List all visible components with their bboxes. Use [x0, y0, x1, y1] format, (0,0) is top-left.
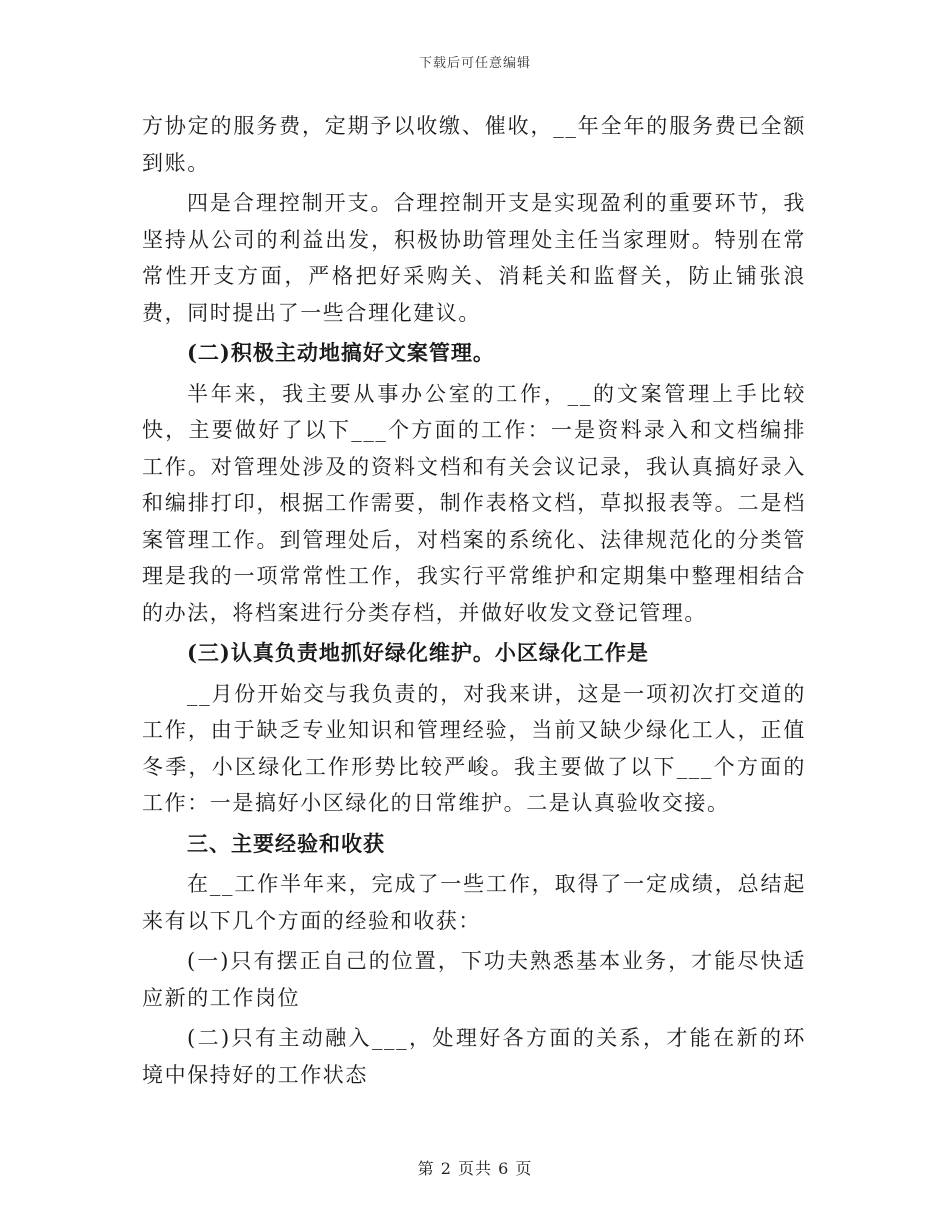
paragraph-control-expenses: 四是合理控制开支。合理控制开支是实现盈利的重要环节，我坚持从公司的利益出发，积极协助管理处主任当家理财。特别在常常性开支方面，严格把好采购关、消耗关和监督关，防止铺张浪费，同时提出了一些合理化建议。: [142, 191, 806, 325]
paragraph-service-fee: 方协定的服务费，定期予以收缴、催收，__年全年的服务费已全额到账。: [142, 114, 806, 175]
paragraph-greening-maintenance: __月份开始交与我负责的，对我来讲，这是一项初次打交道的工作，由于缺乏专业知识和管理经验，当前又缺少绿化工人，正值冬季，小区绿化工作形势比较严峻。我主要做了以下___个方面的工作：一是搞好小区绿化的日常维护。二是认真验收交接。: [142, 681, 806, 815]
paragraph-experience-intro: 在__工作半年来，完成了一些工作，取得了一定成绩，总结起来有以下几个方面的经验和收获：: [142, 872, 806, 933]
heading-document-management: (二)积极主动地搞好文案管理。: [187, 340, 495, 365]
document-body: [142, 108, 806, 1093]
page-number-footer: 第 2 页共 6 页: [417, 1159, 533, 1178]
paragraph-document-management: 半年来，我主要从事办公室的工作，__的文案管理上手比较快，主要做好了以下___个方面的工作：一是资料录入和文档编排工作。对管理处涉及的资料文档和有关会议记录，我认真搞好录入和编排打印，根据工作需要，制作表格文档，草拟报表等。二是档案管理工作。到管理处后，对档案的系统化、法律规范化的分类管理是我的一项常常性工作，我实行平常维护和定期集中整理相结合的办法，将档案进行分类存档，并做好收发文登记管理。: [142, 381, 806, 625]
paragraph-experience-2: (二)只有主动融入___，处理好各方面的关系，才能在新的环境中保持好的工作状态: [142, 1026, 806, 1087]
paragraph-experience-1: (一)只有摆正自己的位置，下功夫熟悉基本业务，才能尽快适应新的工作岗位: [142, 949, 806, 1010]
heading-greening-maintenance: (三)认真负责地抓好绿化维护。小区绿化工作是: [187, 640, 649, 665]
header-note: 下载后可任意编辑: [418, 56, 531, 71]
heading-experience: 三、主要经验和收获: [187, 830, 385, 856]
